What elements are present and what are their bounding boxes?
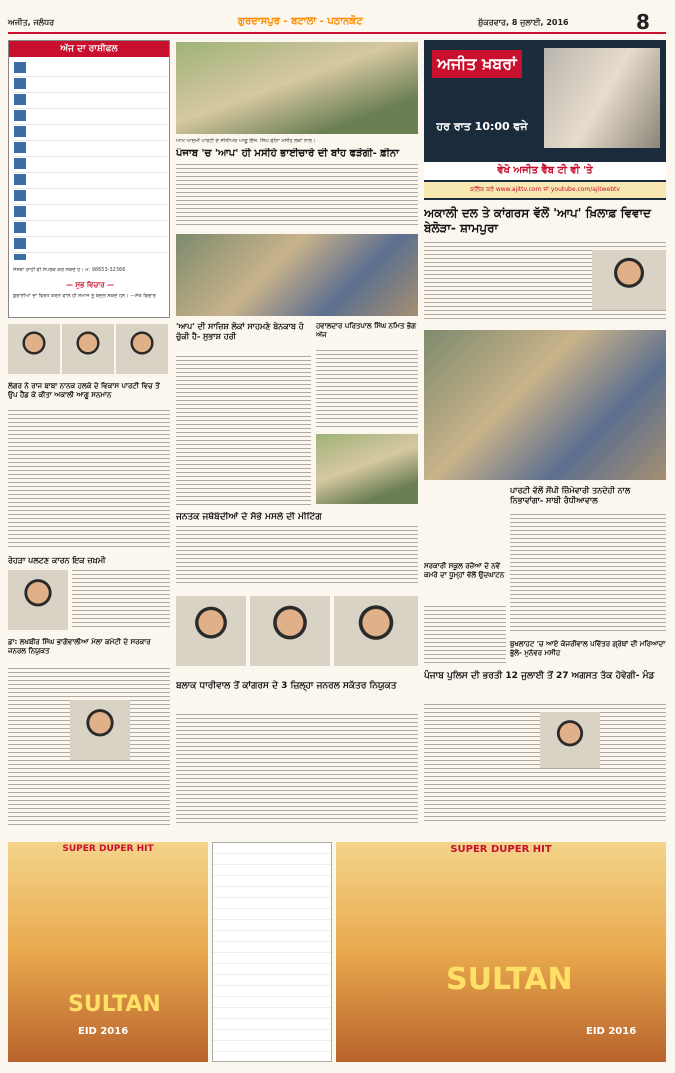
portrait-2 xyxy=(62,324,114,374)
page-number: 8 xyxy=(636,10,650,34)
horoscope-list xyxy=(13,61,167,261)
body-a7 xyxy=(176,526,418,586)
portrait-a13-2 xyxy=(250,596,330,666)
headline-a4: ਹਵਾਲਦਾਰ ਪਰਿਤਪਾਲ ਸਿੰਘ ਨਮਿਤ ਭੋਗ ਅੱਜ xyxy=(316,322,416,339)
headline-a9: ਰੇਹੜਾ ਪਲਟਣ ਕਾਰਨ ਇਕ ਜ਼ਖ਼ਮੀ xyxy=(8,556,106,565)
horoscope-box xyxy=(8,40,170,318)
headline-a8: ਸਰਕਾਰੀ ਸਕੂਲ ਰਜ਼ੋਆ ਦੇ ਨਵੇਂ ਕਮਰੇ ਦਾ ਧੂਮ੍ਹਾਂ ਵੱਲੋਂ ਉਦਘਾਟਨ xyxy=(424,562,505,579)
horoscope-title: ਅੱਜ ਦਾ ਰਾਸ਼ੀਫਲ xyxy=(9,41,169,57)
body-a9 xyxy=(72,570,170,630)
ajit-news-click: ਕਲਿੱਕ ਕਰੋ www.ajittv.com ਜਾਂ youtube.com/ajitwebtv xyxy=(424,182,666,198)
headline-a12: ਪੰਜਾਬ ਪੁਲਿਸ ਦੀ ਭਰਤੀ 12 ਜੁਲਾਈ ਤੋਂ 27 ਅਗਸਤ ਤੱਕ ਹੋਵੇਗੀ- ਮੰਡ xyxy=(424,671,655,681)
headline-a2: ਅਕਾਲੀ ਦਲ ਤੇ ਕਾਂਗਰਸ ਵੱਲੋਂ 'ਆਪ' ਖ਼ਿਲਾਫ਼ ਵਿਵਾਦ ਬੇਲੋੜਾ- ਸ਼ਾਮਪੁਰਾ xyxy=(424,206,651,235)
headline-a7: ਜਨਤਕ ਜਥੇਬੰਦੀਆਂ ਦੇ ਸੱਭੇ ਮਸਲੇ ਦੀ ਮੀਟਿੰਗ xyxy=(176,512,322,522)
sultan-ad-left xyxy=(8,842,208,1062)
portrait-3 xyxy=(116,324,168,374)
photo-school xyxy=(424,330,666,480)
photo-aap-meeting xyxy=(176,42,418,134)
quote-title: — ਸੁਭ ਵਿਚਾਰ — xyxy=(66,281,114,289)
headline-a6: ਪਾਰਟੀ ਵੱਲੋਂ ਸੌਂਪੀ ਜ਼ਿੰਮੇਵਾਰੀ ਤਨਦੇਹੀ ਨਾਲ ਨਿਭਾਵਾਂਗਾ- ਸਾਬੀ ਰੰਧੀਆਵਾਲ xyxy=(510,486,631,505)
caption-a1: ਆਮ ਆਦਮੀ ਪਾਰਟੀ ਦੇ ਸੀਨੀਅਰ ਆਗੂ ਇੰਜ. ਸਿੰਘ ਫ਼ੀਨਾ ਮਸੀਹ ਲੋਕਾਂ ਨਾਲ। xyxy=(176,138,316,144)
headline-a3: 'ਆਪ' ਦੀ ਸਾਜ਼ਿਸ਼ ਲੋਕਾਂ ਸਾਹਮਣੇ ਬੇਨਕਾਬ ਹੋ ਚੁੱਕੀ ਹੈ- ਸੁਭਾਸ਼ ਹਰੀ xyxy=(176,322,304,341)
page-header xyxy=(8,12,666,34)
body-a3 xyxy=(176,356,311,506)
photo-lakhbir xyxy=(70,700,130,760)
body-a6 xyxy=(510,514,666,634)
sultan-title-right: SULTAN xyxy=(446,962,573,997)
super-hit-right: SUPER DUPER HIT xyxy=(450,844,552,855)
photo-bhog xyxy=(316,434,418,504)
body-a5 xyxy=(8,410,170,550)
headline-a10: ਡਾ: ਲਖਬੀਰ ਸਿੰਘ ਭਾਗੋਵਾਲੀਆ ਮੇਲਾ ਕਮੇਟੀ ਦੇ ਸਰਕਾਰ ਜਨਰਲ ਨਿਯੁਕਤ xyxy=(8,638,151,655)
portrait-a13-3 xyxy=(334,596,418,666)
headline-a5: ਲੰਗਰ ਨੇ ਰਾਜ ਬਾਬਾ ਨਾਨਕ ਹਲਕੇ ਦੇ ਵਿਕਾਸ ਪਾਰਟੀ ਵਿਚ ਤੋਂ ਉਪ ਹੈਂਡ ਕੇ ਕੀਤਾ ਅਕਾਲੀ ਆਗੂ ਸਨਮਾਨ xyxy=(8,382,160,399)
header-left: ਅਜੀਤ, ਜਲੰਧਰ xyxy=(8,18,55,27)
sultan-title-left: SULTAN xyxy=(68,992,161,1017)
photo-injured xyxy=(8,570,68,630)
cinema-list xyxy=(212,842,332,1062)
body-a13 xyxy=(176,714,418,824)
sultan-ad-right xyxy=(336,842,666,1062)
tv-anchor-photo xyxy=(544,48,660,148)
portrait-1 xyxy=(8,324,60,374)
ajit-news-ad xyxy=(424,40,666,200)
body-a1 xyxy=(176,164,418,228)
headline-a11: ਬੁਖਲਾਹਟ 'ਚ ਆਏ ਕੇਜਰੀਵਾਲ ਪਵਿੱਤਰ ਗ੍ਰੰਥਾਂ ਦੀ ਮਰਿਆਦਾ ਭੁੱਲੇ- ਮੁਨੱਵਰ ਮਸੀਹ xyxy=(510,640,666,657)
portrait-a13-1 xyxy=(176,596,246,666)
ajit-news-see: ਵੇਖੋ ਅਜੀਤ ਵੈੱਬ ਟੀ ਵੀ 'ਤੇ xyxy=(424,162,666,180)
body-a8 xyxy=(424,606,506,666)
super-hit-left: SUPER DUPER HIT xyxy=(62,844,154,854)
photo-group xyxy=(176,234,418,316)
headline-a1: ਪੰਜਾਬ 'ਚ 'ਆਪ' ਹੀ ਮਸੀਹੇ ਭਾਈਚਾਰੇ ਦੀ ਬਾਂਹ ਫੜੇਗੀ- ਫ਼ੀਨਾ xyxy=(176,148,399,159)
horoscope-footer: ਸੰਸਥਾ ਰਾਹੀਂ ਵੀ ਸੰਪਰਕ ਕਰ ਸਕਦੇ ਹੋ। ਮੋ: 98653-32366 xyxy=(13,267,126,273)
eid-right: EID 2016 xyxy=(586,1026,637,1037)
quote-text: ਬੁਰਾਈਆਂ ਦਾ ਵਿਰੋਧ ਕਰਨ ਵਾਲੇ ਹੀ ਸਮਾਜ ਨੂੰ ਬਦਲ ਸਕਦੇ ਹਨ। —ਸੰਤ ਵਿਚਾਰ xyxy=(13,293,156,299)
photo-shampura xyxy=(592,250,666,310)
body-a4 xyxy=(316,350,418,430)
ajit-news-logo: ਅਜੀਤ ਖ਼ਬਰਾਂ xyxy=(432,50,522,78)
horoscope-icons xyxy=(14,62,26,260)
header-center: ਗੁਰਦਾਸਪੁਰ - ਬਟਾਲਾ - ਪਠਾਨਕੋਟ xyxy=(238,16,363,27)
headline-a13: ਬਲਾਕ ਧਾਰੀਵਾਲ ਤੋਂ ਕਾਂਗਰਸ ਦੇ 3 ਜ਼ਿਲ੍ਹਾ ਜਨਰਲ ਸਕੱਤਰ ਨਿਯੁਕਤ xyxy=(176,681,397,691)
eid-left: EID 2016 xyxy=(78,1026,129,1037)
photo-police xyxy=(540,712,600,768)
header-right: ਸ਼ੁੱਕਰਵਾਰ, 8 ਜੁਲਾਈ, 2016 xyxy=(478,18,569,27)
ajit-news-time: ਹਰ ਰਾਤ 10:00 ਵਜੇ xyxy=(436,120,528,133)
